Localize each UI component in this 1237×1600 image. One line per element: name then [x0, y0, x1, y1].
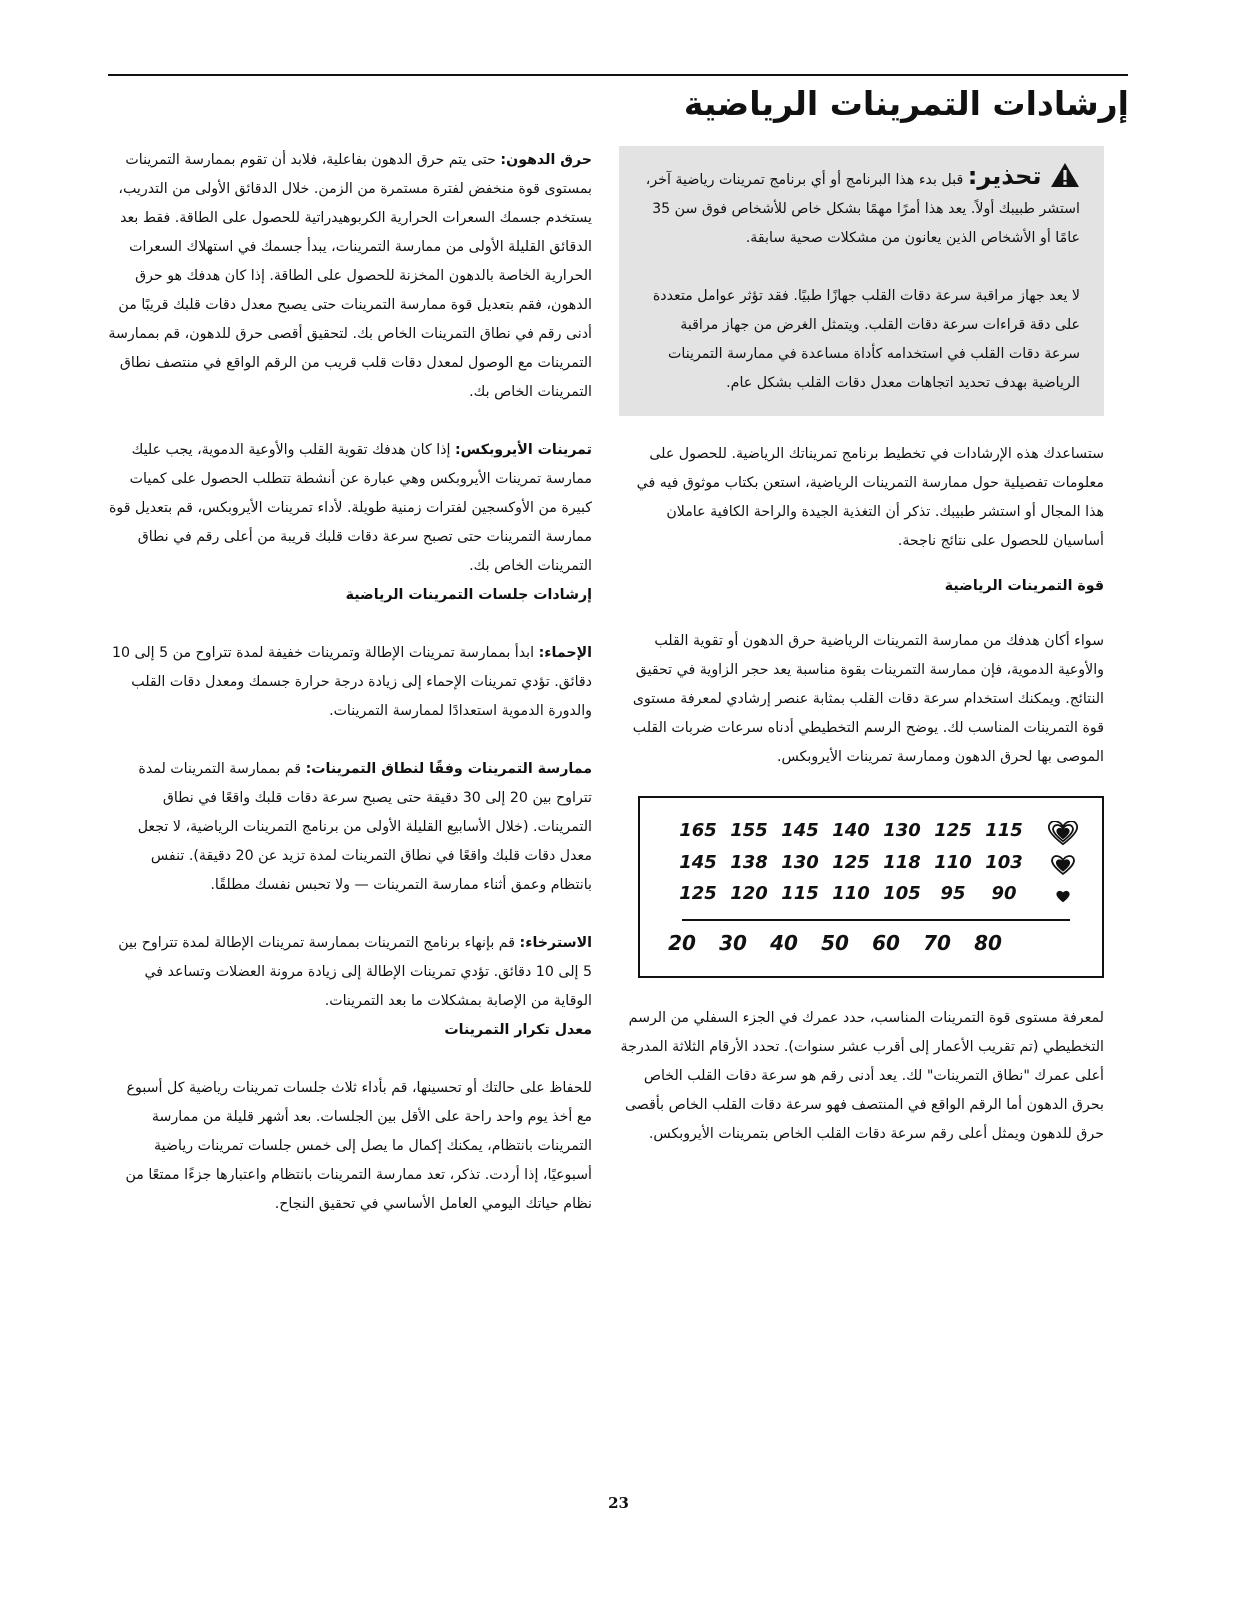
heart-rate-value: 155: [730, 820, 768, 841]
heart-rate-value: 125: [934, 820, 972, 841]
heart-rate-value: 110: [934, 852, 972, 873]
heart-rate-value: 110: [832, 883, 870, 904]
heart-rate-value: 95: [940, 883, 966, 904]
intensity-heading: قوة التمرينات الرياضية: [944, 578, 1104, 594]
heart-rate-value: 140: [832, 820, 870, 841]
zone-paragraph: [107, 755, 592, 900]
heart-rate-value: 105: [883, 883, 921, 904]
aerobic-paragraph: [107, 436, 592, 581]
heart-rate-value: 145: [679, 852, 717, 873]
heart-rate-value: 145: [781, 820, 819, 841]
heart-rate-value: 90: [991, 883, 1017, 904]
zone-label: ممارسة التمرينات وفقًا لنطاق التمرينات:: [305, 761, 592, 777]
intro-paragraph: ستساعدك هذه الإرشادات في تخطيط برنامج تمريناتك الرياضية. للحصول على معلومات تفصيلية حول ممارسة التمرينات الرياضية، استعن بكتاب موثوق فيه في هذا المجال أو استشر طبيبك. تذكر أن التغذية الجيدة والراحة الكافية عاملان أساسيان للحصول على نتائج ناجحة.: [636, 446, 1104, 549]
warning-box: [619, 146, 1104, 416]
sessions-heading: إرشادات جلسات التمرينات الرياضية: [345, 587, 592, 603]
heart-rate-value: 130: [781, 852, 819, 873]
heart-rate-value: 103: [985, 852, 1023, 873]
warning-triangle-icon: [1050, 162, 1080, 188]
chart-divider: [682, 919, 1070, 921]
cooldown-paragraph: [107, 929, 592, 1016]
left-column: [107, 146, 592, 1219]
frequency-paragraph: للحفاظ على حالتك أو تحسينها، قم بأداء ثلاث جلسات تمرينات رياضية كل أسبوع مع أخذ يوم واحد راحة على الأقل بين الجلسات. بعد أشهر قليلة من ممارسة التمرينات بانتظام، يمكنك إكمال ما يصل إلى خمس جلسات تمرينات رياضية أسبوعيًا، إذا أردت. تذكر، تعد ممارسة التمرينات بانتظام واعتبارها جزءًا ممتعًا من نظام حياتك اليومي العامل الأساسي في تحقيق النجاح.: [125, 1080, 592, 1212]
warning-text-2: لا يعد جهاز مراقبة سرعة دقات القلب جهازًا طبيًا. فقد تؤثر عوامل متعددة على دقة قراءات سرعة دقات القلب. ويتمثل الغرض من جهاز مراقبة سرعة دقات القلب في استخدامه كأداة مساعدة في ممارسة التمرينات الرياضية بهدف تحديد اتجاهات معدل دقات القلب بشكل عام.: [652, 288, 1080, 391]
age-label: 50: [821, 931, 849, 955]
age-label: 40: [770, 931, 798, 955]
cooldown-label: الاسترخاء:: [519, 935, 592, 951]
aerobic-text: إذا كان هدفك تقوية القلب والأوعية الدموية، يجب عليك ممارسة تمرينات الأيروبكس وهي عبارة عن أنشطة تتطلب الحصول على كميات كبيرة من الأوكسجين لفترات زمنية طويلة. لأداء تمرينات الأيروبكس، قم بتعديل قوة ممارسة التمرينات حتى تصبح سرعة دقات قلبك قريبة من أعلى رقم في نطاق التمرينات الخاص بك.: [108, 442, 592, 574]
fat-burning-label: حرق الدهون:: [500, 152, 592, 168]
intensity-paragraph: سواء أكان هدفك من ممارسة التمرينات الرياضية حرق الدهون أو تقوية القلب والأوعية الدموية، فإن ممارسة التمرينات بقوة مناسبة يعد حجر الزاوية في تحقيق النتائج. ويمكنك استخدام سرعة دقات القلب بمثابة عنصر إرشادي لمعرفة مستوى قوة التمرينات المناسب لك. يوضح الرسم التخطيطي أدناه سرعات ضربات القلب الموصى بها لحرق الدهون وممارسة تمرينات الأيروبكس.: [632, 633, 1104, 765]
cooldown-text: قم بإنهاء برنامج التمرينات بممارسة تمرينات الإطالة لمدة تتراوح بين 5 إلى 10 دقائق. تؤدي تمرينات الإطالة إلى زيادة مرونة العضلات وتساعد في الوقاية من الإصابة بمشكلات ما بعد التمرينات.: [118, 935, 592, 1009]
warmup-paragraph: [107, 639, 592, 726]
page-number: 23: [608, 1494, 629, 1512]
heart-rate-value: 130: [883, 820, 921, 841]
age-label: 70: [923, 931, 951, 955]
frequency-heading: معدل تكرار التمرينات: [444, 1022, 592, 1038]
warning-label: تحذير:: [967, 162, 1042, 190]
heart-rate-value: 120: [730, 883, 768, 904]
heart-rate-value: 125: [832, 852, 870, 873]
heart-rate-value: 138: [730, 852, 768, 873]
age-label: 20: [668, 931, 696, 955]
heart-rate-value: 115: [985, 820, 1023, 841]
top-rule: [108, 74, 1128, 76]
heart-rate-value: 165: [679, 820, 717, 841]
heart-rate-value: 115: [781, 883, 819, 904]
fat-burning-text: حتى يتم حرق الدهون بفاعلية، فلابد أن تقوم بممارسة التمرينات بمستوى قوة منخفض لفترة مستمرة من الزمن. خلال الدقائق الأولى من التدريب، يستخدم جسمك السعرات الحرارية الكربوهيدراتية للحصول على الطاقة. فقط بعد الدقائق القليلة الأولى من ممارسة التمرينات، يبدأ جسمك في استهلاك السعرات الحرارية الخاصة بالدهون المخزنة للحصول على الطاقة. إذا كان هدفك هو حرق الدهون، فقم بتعديل قوة ممارسة التمرينات حتى يصبح معدل دقات قلبك قريبًا من أدنى رقم في نطاق التمرينات الخاص بك. لتحقيق أقصى حرق للدهون، قم بممارسة التمرينات مع الوصول لمعدل دقات قلب قريب من الرقم الواقع في منتصف نطاق التمرينات الخاص بك.: [108, 152, 592, 400]
aerobic-label: تمرينات الأيروبكس:: [454, 442, 592, 458]
age-label: 30: [719, 931, 747, 955]
warmup-text: ابدأ بممارسة تمرينات الإطالة وتمرينات خفيفة لمدة تتراوح من 5 إلى 10 دقائق. تؤدي تمرينات الإحماء إلى زيادة درجة حرارة جسمك ومعدل دقات القلب والدورة الدموية استعدادًا لممارسة التمرينات.: [111, 645, 592, 719]
age-label: 60: [872, 931, 900, 955]
heart-rate-value: 125: [679, 883, 717, 904]
chart-explanation: لمعرفة مستوى قوة التمرينات المناسب، حدد عمرك في الجزء السفلي من الرسم التخطيطي (تم تقريب الأعمار إلى أقرب عشر سنوات). تحدد الأرقام الثلاثة المدرجة أعلى عمرك "نطاق التمرينات" لك. يعد أدنى رقم هو سرعة دقات القلب الخاص بحرق الدهون أما الرقم الواقع في المنتصف فهو سرعة دقات القلب الخاص بأقصى حرق للدهون ويمثل أعلى رقم سرعة دقات القلب الخاص بتمرينات الأيروبكس.: [620, 1010, 1104, 1142]
age-label: 80: [974, 931, 1002, 955]
heart-rate-chart: [638, 796, 1104, 978]
fat-burning-paragraph: [107, 146, 592, 407]
zone-text: قم بممارسة التمرينات لمدة تتراوح بين 20 إلى 30 دقيقة حتى يصبح سرعة دقات قلبك واقعًا في نطاق التمرينات. (خلال الأسابيع القليلة الأولى من برنامج التمرينات الرياضية، لا تجعل معدل دقات قلبك واقعًا في نطاق التمرينات لمدة تزيد عن 20 دقيقة). تنفس بانتظام وعمق أثناء ممارسة التمرينات — ولا تحبس نفسك مطلقًا.: [137, 761, 592, 893]
page-title: إرشادات التمرينات الرياضية: [683, 84, 1129, 123]
right-column: [619, 146, 1104, 1149]
warning-text-1: قبل بدء هذا البرنامج أو أي برنامج تمرينات رياضية آخر، استشر طبيبك أولاً. يعد هذا أمرًا مهمًا بشكل خاص للأشخاص فوق سن 35 عامًا أو الأشخاص الذين يعانون من مشكلات صحية سابقة.: [645, 172, 1080, 246]
warmup-label: الإحماء:: [538, 645, 592, 661]
heart-rate-value: 118: [883, 852, 921, 873]
